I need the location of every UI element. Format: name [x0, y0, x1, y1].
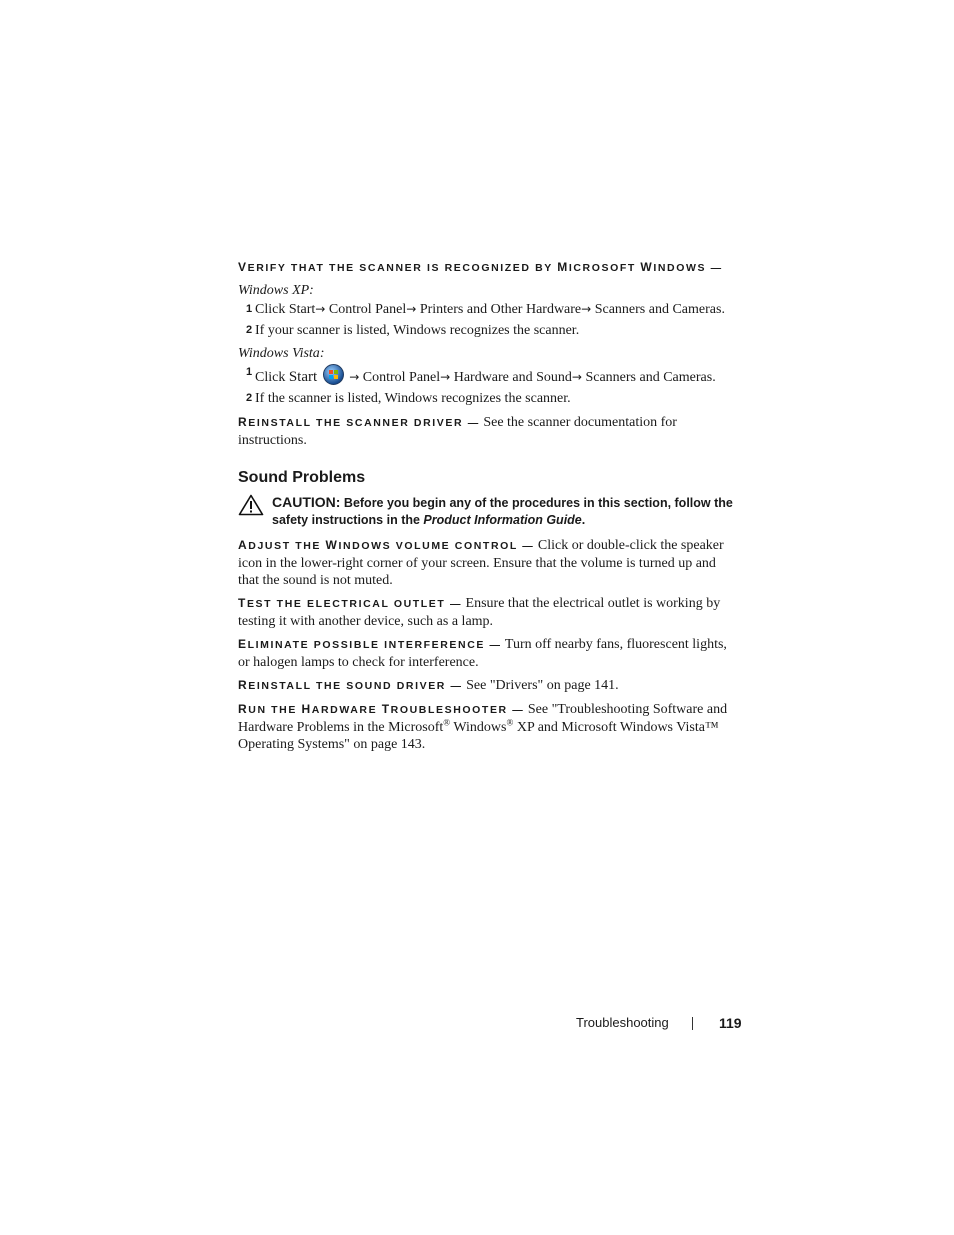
run-troubleshooter-paragraph: RUN THE HARDWARE TROUBLESHOOTER — See "Troubleshooting Software and Hardware Problems in the Microsoft® Windows® XP and Microsoft Windows Vista™ Operating Systems" on page 143.	[238, 702, 728, 752]
xp-step-2: 2 If your scanner is listed, Windows recognizes the scanner.	[246, 323, 580, 338]
xp-step-1: 1 Click Start→ Control Panel→ Printers and Other Hardware→ Scanners and Cameras.	[246, 302, 725, 317]
footer-divider	[692, 1017, 693, 1030]
start-menu-path: Start	[288, 302, 316, 317]
windows-xp-label: Windows XP:	[238, 283, 314, 298]
reinstall-sound-paragraph: REINSTALL THE SOUND DRIVER — See "Drivers" on page 141.	[238, 678, 619, 693]
windows-start-orb-icon	[323, 364, 344, 385]
test-outlet-paragraph: TEST THE ELECTRICAL OUTLET — Ensure that the electrical outlet is working by testing it with another device, such as a lamp.	[238, 596, 721, 629]
printers-hardware-path: Printers and Other Hardware	[419, 302, 582, 317]
start-menu-path: Start	[288, 369, 318, 385]
footer-section-name: Troubleshooting	[576, 1015, 669, 1030]
section-title: Sound Problems	[238, 469, 366, 486]
caution-note: CAUTION: Before you begin any of the procedures in this section, follow the safety instructions in the Product Information Guide.	[238, 494, 738, 529]
page-number: 119	[719, 1015, 742, 1031]
page-footer	[576, 1015, 746, 1030]
eliminate-interference-paragraph: ELIMINATE POSSIBLE INTERFERENCE — Turn off nearby fans, fluorescent lights, or halogen lamps to check for interference.	[238, 637, 727, 670]
scanners-cameras-path: Scanners and Cameras	[585, 370, 713, 385]
reinstall-scanner-paragraph: REINSTALL THE SCANNER DRIVER — See the scanner documentation for instructions.	[238, 415, 677, 448]
vista-step-2: 2 If the scanner is listed, Windows recognizes the scanner.	[246, 391, 571, 406]
adjust-volume-paragraph: ADJUST THE WINDOWS VOLUME CONTROL — Click or double-click the speaker icon in the lower-right corner of your screen. Ensure that the volume is turned up and that the sound is not muted.	[238, 538, 724, 588]
control-panel-path: Control Panel	[362, 370, 441, 385]
control-panel-path: Control Panel	[328, 302, 407, 317]
windows-vista-label: Windows Vista:	[238, 346, 325, 361]
verify-heading: VERIFY THAT THE SCANNER IS RECOGNIZED BY MICROSOFT WINDOWS —	[238, 260, 723, 274]
scanners-cameras-path: Scanners and Cameras	[594, 302, 722, 317]
hardware-sound-path: Hardware and Sound	[453, 370, 572, 385]
caution-triangle-icon	[238, 494, 264, 521]
page-content	[238, 259, 738, 759]
vista-step-1: 1 Click Start → Control Panel→ Hardware and Sound→ Scanners and Cameras.	[246, 366, 716, 385]
